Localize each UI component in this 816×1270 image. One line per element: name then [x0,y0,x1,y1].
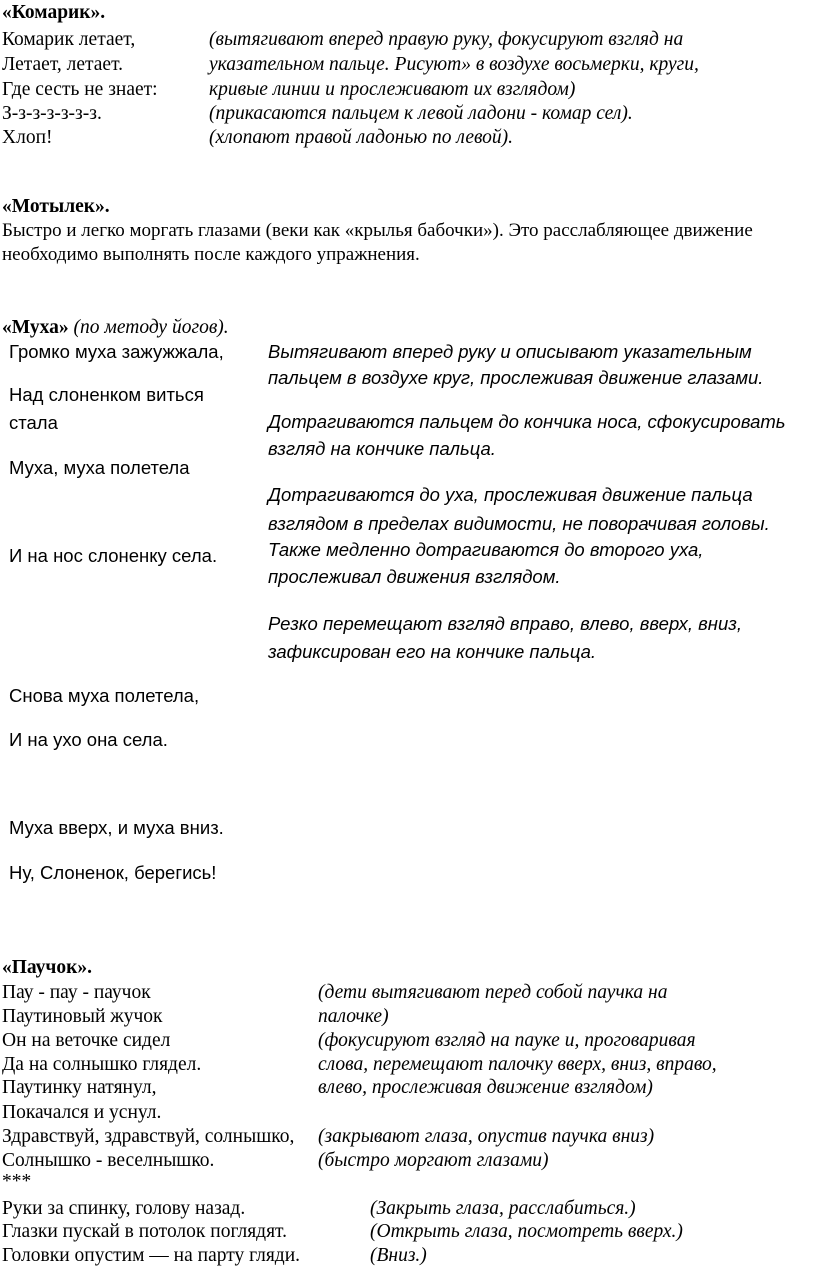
final-instruction-line: (Открыть глаза, посмотреть вверх.) [370,1221,683,1242]
pauchok-title: «Паучок». [2,957,93,978]
muha-instruction-line: Вытягивают вперед руку и описывают указательным [268,341,752,362]
final-verse-line: Головки опустим — на парту гляди. [2,1245,301,1266]
muha-subtitle: (по методу йогов). [73,317,229,338]
komarik-verse-line: З-з-з-з-з-з-з. [2,103,102,124]
muha-verse-line: Муха вверх, и муха вниз. [9,817,224,838]
muha-title: «Муха» [2,317,69,338]
muha-verse-line: Муха, муха полетела [9,457,190,478]
komarik-verse-line: Где сесть не знает: [2,79,158,100]
muha-verse-line: И на ухо она села. [9,729,168,750]
pauchok-instruction-line: влево, прослеживая движение взглядом) [318,1077,653,1098]
muha-instruction-line: Дотрагиваются до уха, прослеживая движение пальца [268,484,753,505]
muha-instruction-line: пальцем в воздухе круг, прослеживая движение глазами. [268,367,764,388]
pauchok-instruction-line: слова, перемещают палочку вверх, вниз, вправо, [318,1054,717,1075]
pauchok-instruction-line: (фокусируют взгляд на пауке и, проговаривая [318,1030,696,1051]
separator-stars: *** [2,1171,32,1192]
final-verse-line: Руки за спинку, голову назад. [2,1198,246,1219]
muha-verse-line: стала [9,412,58,433]
pauchok-verse-line: Покачался и уснул. [2,1102,162,1123]
muha-instruction-line: зафиксирован его на кончике пальца. [268,641,597,662]
pauchok-instruction-line: (закрывают глаза, опустив паучка вниз) [318,1126,655,1147]
final-instruction-line: (Закрыть глаза, расслабиться.) [370,1198,636,1219]
muha-verse-line: Громко муха зажужжала, [9,341,224,362]
pauchok-verse-line: Он на веточке сидел [2,1030,171,1051]
muha-instruction-line: Дотрагиваются пальцем до кончика носа, сфокусировать [268,411,786,432]
motylek-title: «Мотылек». [2,196,110,217]
komarik-instruction-line: кривые линии и прослеживают их взглядом) [209,79,576,100]
pauchok-verse-line: Паутиновый жучок [2,1006,163,1027]
pauchok-verse-line: Солнышко - веселнышко. [2,1150,215,1171]
pauchok-verse-line: Пау - пау - паучок [2,982,151,1003]
muha-instruction-line: прослеживал движения взглядом. [268,566,561,587]
komarik-title: «Комарик». [2,2,106,23]
komarik-instruction-line: (хлопают правой ладонью по левой). [209,127,514,148]
final-instruction-line: (Вниз.) [370,1245,427,1266]
muha-instruction-line: Также медленно дотрагиваются до второго уха, [268,539,704,560]
pauchok-instruction-line: (дети вытягивают перед собой паучка на [318,982,668,1003]
final-verse-line: Глазки пускай в потолок поглядят. [2,1221,287,1242]
muha-heading [2,318,229,338]
pauchok-verse-line: Здравствуй, здравствуй, солнышко, [2,1126,295,1147]
muha-instruction-line: взгляд на кончике пальца. [268,438,496,459]
pauchok-instruction-line: (быстро моргают глазами) [318,1150,549,1171]
muha-verse-line: Ну, Слоненок, берегись! [9,862,217,883]
muha-verse-line: И на нос слоненку села. [9,545,218,566]
motylek-text-line: Быстро и легко моргать глазами (веки как «крылья бабочки»). Это расслабляющее движение [2,220,753,241]
pauchok-verse-line: Да на солнышко глядел. [2,1054,202,1075]
motylek-text-line: необходимо выполнять после каждого упражнения. [2,244,420,265]
komarik-verse-line: Хлоп! [2,127,53,148]
komarik-verse-line: Комарик летает, [2,29,136,50]
komarik-verse-line: Летает, летает. [2,54,124,75]
pauchok-verse-line: Паутинку натянул, [2,1077,157,1098]
muha-instruction-line: Резко перемещают взгляд вправо, влево, вверх, вниз, [268,613,743,634]
komarik-instruction-line: (вытягивают вперед правую руку, фокусируют взгляд на [209,29,684,50]
komarik-instruction-line: (прикасаются пальцем к левой ладони - комар сел). [209,103,633,124]
komarik-instruction-line: указательном пальце. Рисуют» в воздухе восьмерки, круги, [209,54,699,75]
pauchok-instruction-line: палочке) [318,1006,389,1027]
muha-instruction-line: взглядом в пределах видимости, не поворачивая головы. [268,513,770,534]
muha-verse-line: Снова муха полетела, [9,685,200,706]
muha-verse-line: Над слоненком виться [9,384,204,405]
